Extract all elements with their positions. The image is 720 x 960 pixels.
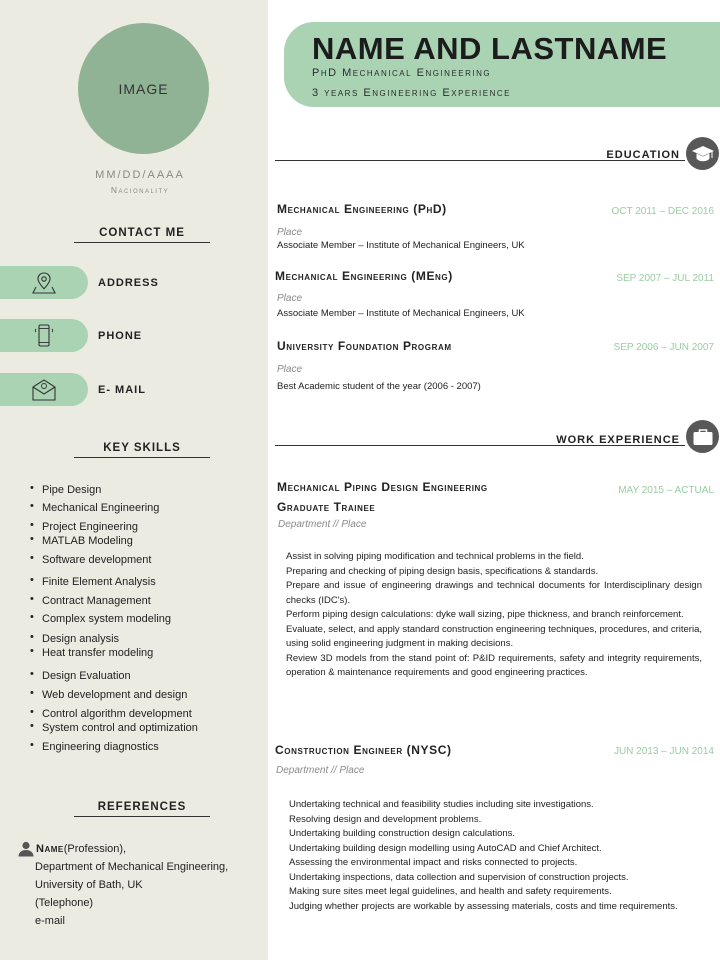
skill-item: • Design analysis — [30, 633, 119, 645]
duty-item: Undertaking inspections, data collection and supervision of construction projects. — [289, 871, 629, 883]
skill-item: • Web development and design — [30, 689, 187, 701]
duty-item: Making sure sites meet legal guidelines, and health and safety requirements. — [289, 886, 612, 897]
contact-email — [0, 373, 146, 406]
duty-item: Resolving design and development problems. — [289, 813, 482, 825]
duty-item: Prepare and issue of engineering drawings and technical documents for Interdisciplinary design checks (IDC's). — [286, 580, 702, 606]
reference-department: Department of Mechanical Engineering, — [35, 861, 229, 873]
job-duties — [289, 798, 695, 914]
reference-email: e-mail — [35, 915, 65, 927]
envelope-icon — [30, 377, 58, 403]
job-title: Construction Engineer (NYSC) — [275, 743, 452, 757]
skill-item: • Control algorithm development — [30, 708, 192, 720]
duty-item: Judging whether projects are workable by assessing materials, costs and time requirements. — [289, 900, 678, 912]
education-detail: Associate Member – Institute of Mechanical Engineers, UK — [277, 240, 525, 251]
education-detail: Best Academic student of the year (2006 - 2007) — [277, 381, 481, 392]
duty-item: Perform piping design calculations: dyke wall sizing, pipe thickness, and branch reinforcement. — [286, 609, 684, 620]
skill-item: • Complex system modeling — [30, 613, 171, 625]
reference-university: University of Bath, UK — [35, 879, 143, 891]
duty-item: Assessing the environmental impact and risks connected to projects. — [289, 857, 578, 868]
education-place: Place — [277, 227, 303, 238]
duty-item: Review 3D models from the stand point of: P&ID requirements, safety and integrity requirements, operation & maintenance requirements and good engineering practices. — [286, 652, 702, 678]
job-date: MAY 2015 – ACTUAL — [618, 485, 714, 496]
email-label: E- MAIL — [98, 383, 146, 396]
reference-profession: (Profession), — [63, 843, 127, 855]
job-place: Department // Place — [276, 765, 365, 776]
skill-item: • Engineering diagnostics — [30, 741, 159, 753]
skill-item: • Heat transfer modeling — [30, 647, 153, 659]
skills-heading: KEY SKILLS — [74, 442, 210, 458]
duty-item: Evaluate, select, and apply standard construction engineering techniques, procedures, and criteria, using solid engineering judgment in making decisions. — [286, 623, 702, 649]
skill-item: • Contract Management — [30, 595, 151, 607]
skill-item: • Mechanical Engineering — [30, 502, 159, 514]
phone-icon — [31, 323, 57, 349]
skill-item: • MATLAB Modeling — [30, 535, 133, 547]
education-detail: Associate Member – Institute of Mechanical Engineers, UK — [277, 308, 525, 319]
skill-item: • Project Engineering — [30, 521, 138, 533]
work-icon-badge — [686, 420, 719, 453]
education-title: University Foundation Program — [277, 339, 452, 353]
reference-name-line — [17, 840, 228, 858]
full-name: NAME AND LASTNAME — [312, 31, 668, 66]
education-heading: EDUCATION — [606, 149, 680, 161]
phone-pill — [0, 319, 88, 352]
education-icon-badge — [686, 137, 719, 170]
education-title: Mechanical Engineering (PhD) — [277, 202, 447, 216]
address-label: ADDRESS — [98, 276, 159, 289]
sidebar — [0, 0, 268, 960]
photo-label: IMAGE — [118, 80, 169, 97]
contact-phone — [0, 319, 142, 352]
reference-name: Name — [36, 843, 64, 855]
job-duties — [286, 550, 702, 681]
contact-address — [0, 266, 159, 299]
skill-item: • System control and optimization — [30, 722, 198, 734]
skill-item: • Design Evaluation — [30, 670, 131, 682]
address-pill — [0, 266, 88, 299]
duty-item: Preparing and checking of piping design basis, specifications & standards. — [286, 565, 599, 577]
email-pill — [0, 373, 88, 406]
duty-item: Undertaking building design modelling using AutoCAD and Chief Architect. — [289, 842, 602, 854]
phone-label: PHONE — [98, 329, 143, 342]
duty-item: Undertaking building construction design calculations. — [289, 828, 516, 839]
contact-heading: CONTACT ME — [74, 227, 210, 243]
duty-item: Undertaking technical and feasibility studies including site investigations. — [289, 799, 594, 810]
education-date: OCT 2011 – DEC 2016 — [611, 206, 714, 217]
job-date: JUN 2013 – JUN 2014 — [613, 746, 714, 757]
job-place: Department // Place — [278, 519, 367, 530]
education-title: Mechanical Engineering (MEng) — [275, 269, 453, 283]
nationality: Nacionality — [110, 185, 170, 195]
job-subtitle: Graduate Trainee — [277, 500, 376, 514]
header-subtitle-experience: 3 years Engineering Experience — [312, 87, 511, 99]
graduation-cap-icon — [691, 144, 715, 164]
location-pin-icon — [31, 271, 57, 295]
job-title: Mechanical Piping Design Engineering — [277, 480, 488, 494]
reference-block — [17, 840, 228, 930]
person-icon — [17, 841, 35, 857]
reference-telephone: (Telephone) — [35, 897, 94, 909]
header-subtitle-degree: PhD Mechanical Engineering — [312, 67, 492, 79]
date-of-birth: MM/DD/AAAA — [95, 169, 185, 181]
skill-item: • Finite Element Analysis — [30, 576, 156, 588]
skill-item: • Software development — [30, 554, 151, 566]
references-heading: REFERENCES — [74, 801, 210, 817]
duty-item: Assist in solving piping modification and technical problems in the field. — [286, 551, 584, 562]
education-place: Place — [277, 293, 303, 304]
briefcase-icon — [692, 427, 714, 447]
work-heading: WORK EXPERIENCE — [556, 434, 680, 446]
education-place: Place — [277, 364, 303, 375]
education-date: SEP 2007 – JUL 2011 — [616, 273, 714, 284]
education-date: SEP 2006 – JUN 2007 — [613, 342, 714, 353]
skill-item: • Pipe Design — [30, 484, 101, 496]
profile-photo-placeholder — [78, 23, 209, 154]
